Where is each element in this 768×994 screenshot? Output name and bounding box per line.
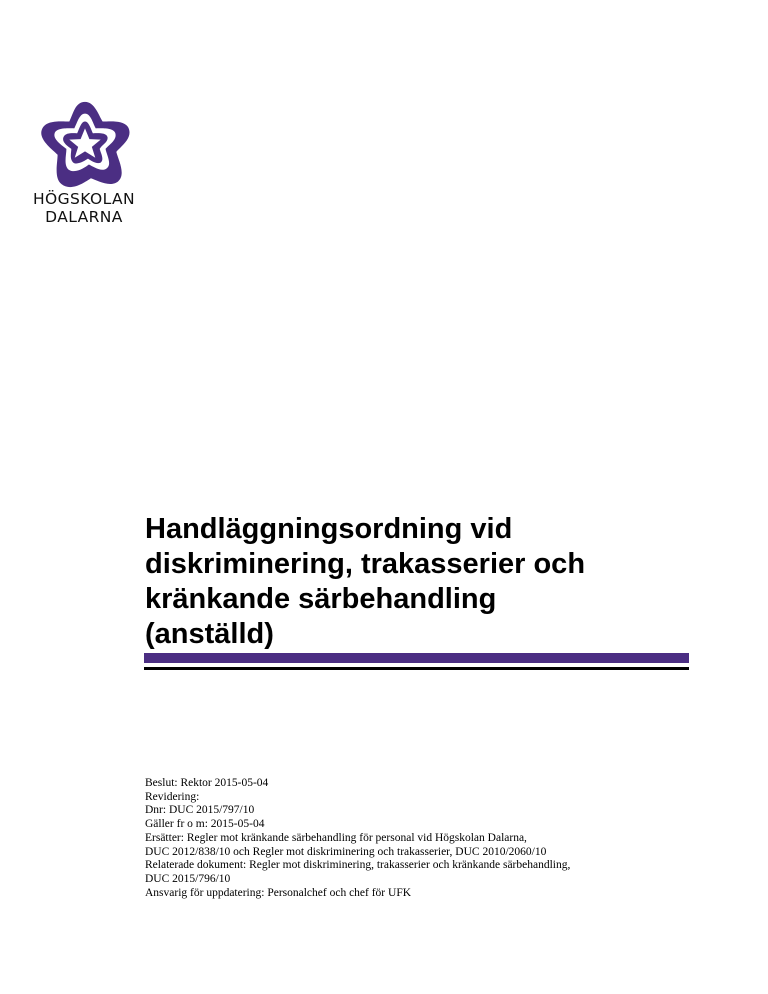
metadata-line: Ersätter: Regler mot kränkande särbehandling för personal vid Högskolan Dalarna, (145, 831, 527, 844)
metadata-line: Revidering: (145, 790, 200, 803)
title-line: Handläggningsordning vid (145, 513, 513, 545)
star-flower-logo-icon (36, 98, 134, 190)
purple-divider (144, 653, 689, 663)
black-divider (144, 667, 689, 670)
title-line: diskriminering, trakasserier och (145, 548, 586, 580)
metadata-line: Relaterade dokument: Regler mot diskriminering, trakasserier och kränkande särbehandling, (145, 859, 571, 872)
title-line: (anställd) (145, 618, 274, 650)
document-title (145, 512, 705, 652)
metadata-line: Gäller fr o m: 2015-05-04 (145, 818, 265, 831)
metadata-line: Beslut: Rektor 2015-05-04 (145, 777, 269, 789)
metadata-line: DUC 2012/838/10 och Regler mot diskriminering och trakasserier, DUC 2010/2060/10 (145, 845, 547, 858)
logo-wordmark-line2: DALARNA (45, 208, 123, 226)
metadata-line: Ansvarig för uppdatering: Personalchef och chef för UFK (145, 886, 412, 899)
title-line: kränkande särbehandling (145, 583, 497, 615)
document-metadata (145, 777, 705, 900)
metadata-line: Dnr: DUC 2015/797/10 (145, 804, 255, 817)
metadata-line: DUC 2015/796/10 (145, 872, 231, 885)
logo-wordmark-line1: HÖGSKOLAN (32, 190, 135, 208)
